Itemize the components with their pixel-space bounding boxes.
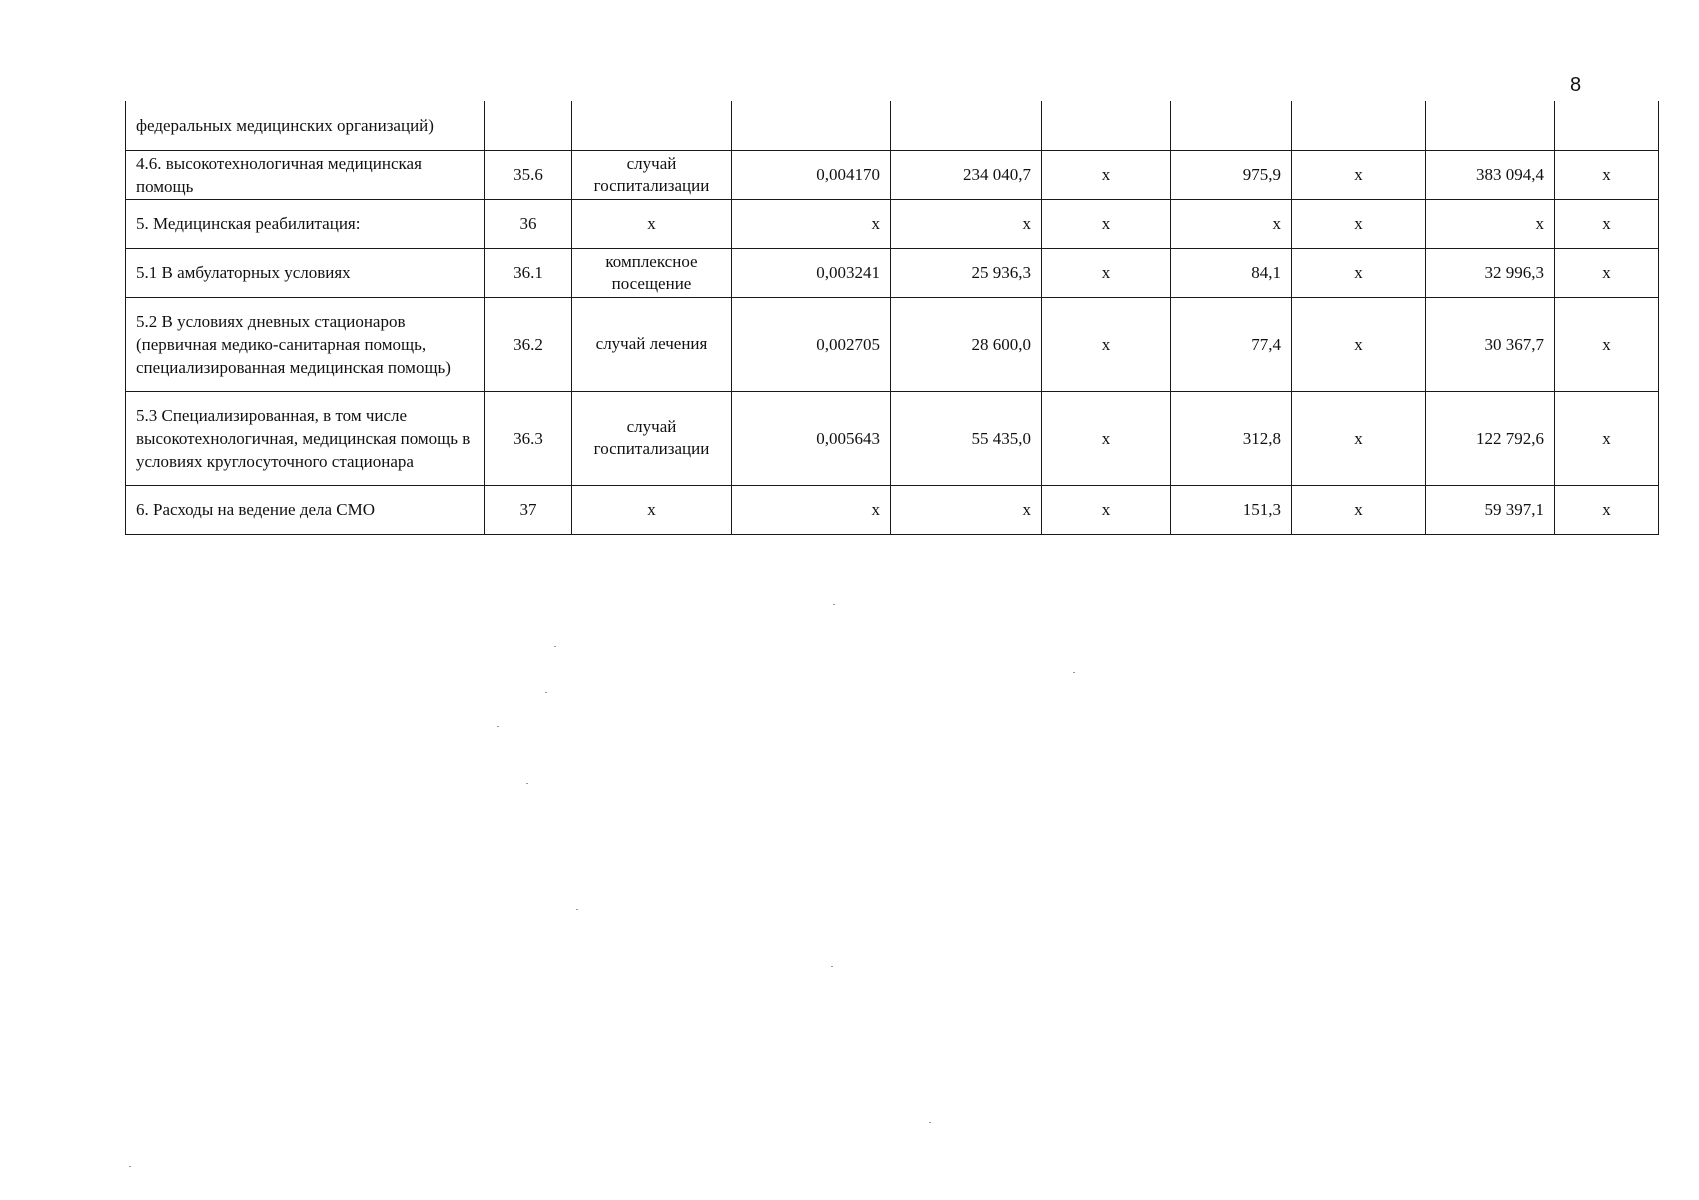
row-cell: 234 040,7 <box>891 150 1042 199</box>
row-code: 36.3 <box>485 391 572 485</box>
table-row <box>126 101 1659 150</box>
row-code: 36 <box>485 199 572 248</box>
data-table <box>125 101 1659 535</box>
scan-speck <box>554 646 556 647</box>
row-cell <box>1042 101 1171 150</box>
row-unit <box>572 101 732 150</box>
row-cell: 0,004170 <box>732 150 891 199</box>
table-row <box>126 297 1659 391</box>
row-cell: х <box>1555 485 1659 534</box>
row-cell: х <box>1426 199 1555 248</box>
scan-speck <box>929 1122 931 1123</box>
scan-speck <box>1073 672 1075 673</box>
row-cell: 312,8 <box>1171 391 1292 485</box>
row-cell <box>1426 101 1555 150</box>
row-cell: 59 397,1 <box>1426 485 1555 534</box>
row-cell: х <box>1042 485 1171 534</box>
row-cell: 122 792,6 <box>1426 391 1555 485</box>
row-cell <box>732 101 891 150</box>
row-name: 5.1 В амбулаторных условиях <box>126 248 485 297</box>
row-name: 6. Расходы на ведение дела СМО <box>126 485 485 534</box>
row-cell <box>1292 101 1426 150</box>
row-cell: 32 996,3 <box>1426 248 1555 297</box>
row-cell: 0,005643 <box>732 391 891 485</box>
row-cell: х <box>732 485 891 534</box>
row-code: 37 <box>485 485 572 534</box>
row-cell: х <box>891 199 1042 248</box>
row-name: 5.2 В условиях дневных стационаров (первичная медико-санитарная помощь, специализированная медицинская помощь) <box>126 297 485 391</box>
row-cell: х <box>1042 297 1171 391</box>
row-name: 4.6. высокотехнологичная медицинская помощь <box>126 150 485 199</box>
row-code <box>485 101 572 150</box>
row-cell: х <box>732 199 891 248</box>
row-cell: 28 600,0 <box>891 297 1042 391</box>
row-cell: 30 367,7 <box>1426 297 1555 391</box>
row-cell: х <box>1555 248 1659 297</box>
row-cell: х <box>1555 391 1659 485</box>
row-unit: случай госпитализации <box>572 391 732 485</box>
row-code: 36.2 <box>485 297 572 391</box>
row-cell <box>1555 101 1659 150</box>
scan-speck <box>833 604 835 605</box>
row-cell: х <box>1042 248 1171 297</box>
row-unit: комплексное посещение <box>572 248 732 297</box>
row-cell: 383 094,4 <box>1426 150 1555 199</box>
scan-speck <box>129 1166 131 1167</box>
table-row <box>126 150 1659 199</box>
row-cell: х <box>1555 297 1659 391</box>
row-cell: х <box>1292 391 1426 485</box>
row-cell: х <box>1292 199 1426 248</box>
row-cell: х <box>891 485 1042 534</box>
row-name: 5. Медицинская реабилитация: <box>126 199 485 248</box>
row-unit: х <box>572 485 732 534</box>
row-cell: х <box>1555 150 1659 199</box>
row-name: федеральных медицинских организаций) <box>126 101 485 150</box>
row-code: 36.1 <box>485 248 572 297</box>
row-cell: 975,9 <box>1171 150 1292 199</box>
row-cell: х <box>1171 199 1292 248</box>
scan-speck <box>526 783 528 784</box>
table-row <box>126 199 1659 248</box>
table-row <box>126 391 1659 485</box>
row-cell: 151,3 <box>1171 485 1292 534</box>
scan-speck <box>497 726 499 727</box>
row-cell: 0,003241 <box>732 248 891 297</box>
row-cell: 84,1 <box>1171 248 1292 297</box>
row-cell <box>891 101 1042 150</box>
row-unit: х <box>572 199 732 248</box>
row-cell: 55 435,0 <box>891 391 1042 485</box>
row-cell: 25 936,3 <box>891 248 1042 297</box>
row-cell <box>1171 101 1292 150</box>
scan-speck <box>545 692 547 693</box>
table-row <box>126 485 1659 534</box>
row-cell: 0,002705 <box>732 297 891 391</box>
row-name: 5.3 Специализированная, в том числе высокотехнологичная, медицинская помощь в условиях круглосуточного стационара <box>126 391 485 485</box>
row-cell: х <box>1292 150 1426 199</box>
table-row <box>126 248 1659 297</box>
row-code: 35.6 <box>485 150 572 199</box>
row-unit: случай лечения <box>572 297 732 391</box>
row-cell: х <box>1042 199 1171 248</box>
row-unit: случай госпитализации <box>572 150 732 199</box>
page-number: 8 <box>1570 74 1582 96</box>
scan-speck <box>576 909 578 910</box>
row-cell: х <box>1292 485 1426 534</box>
row-cell: х <box>1042 391 1171 485</box>
scan-speck <box>831 966 833 967</box>
row-cell: 77,4 <box>1171 297 1292 391</box>
row-cell: х <box>1292 297 1426 391</box>
row-cell: х <box>1555 199 1659 248</box>
row-cell: х <box>1292 248 1426 297</box>
row-cell: х <box>1042 150 1171 199</box>
